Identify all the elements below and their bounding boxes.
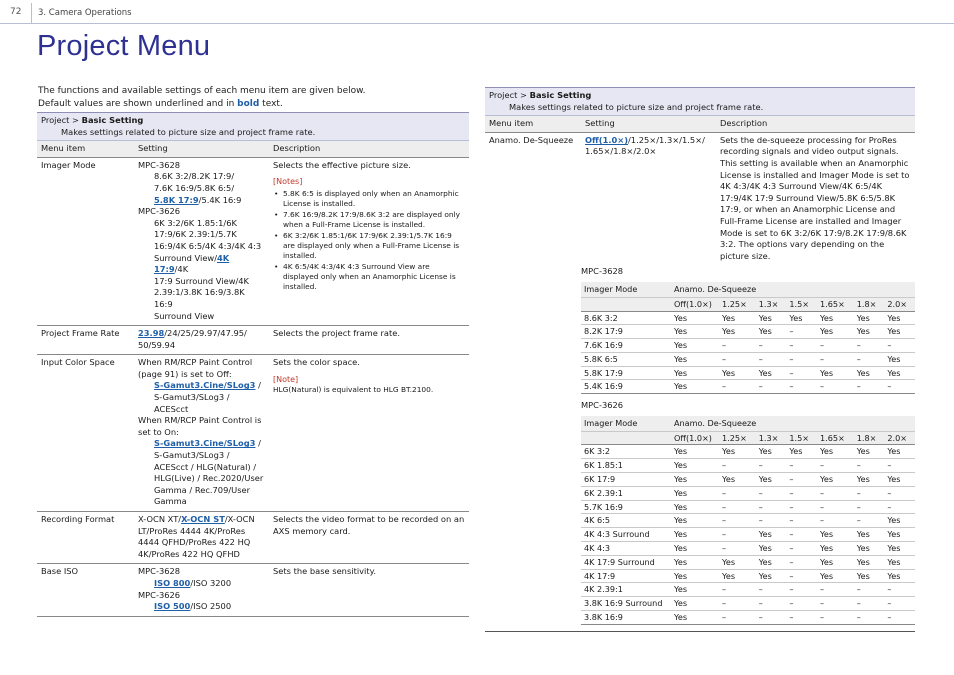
value-cell: Yes: [671, 500, 719, 514]
value-cell: Yes: [719, 445, 756, 459]
value-cell: –: [786, 542, 817, 556]
table-row: [581, 542, 915, 556]
notes-list: • 5.8K 6:5 is displayed only when an Anamorphic License is installed. • 7.6K 16:9/8.2K 17:9/8.6K 3:2 are displayed only when a Full-Frame License is installed. • 6K 3:2/6K 1.85:1/6K 17:9/6K 2.39:1/5.7K 16:9 are displayed only when a Full-Frame License is installed. • 4K 6:5/4K 4:3/4K 4:3 Surround View are displayed only when an Anamorphic License is installed.: [273, 189, 465, 292]
value-cell: Yes: [671, 311, 719, 325]
menu-path-bar: Project > Basic Setting Makes settings related to picture size and project frame rate.: [37, 113, 469, 141]
value-cell: –: [817, 486, 854, 500]
value-cell: Yes: [854, 445, 885, 459]
note-label: [Note]: [273, 374, 299, 384]
desqueeze-table-mpc3626: Imager Mode Anamo. De-Squeeze Off(1.0×) 1.25× 1.3× 1.5× 1.65× 1.8× 2.0× 6K 3:2 Yes Yes Yes Yes Yes Yes Yes 6K 1.85:1 Yes – – – – – – 6K 17:9 Yes Yes Yes – Yes Yes Yes 6K 2.39:1 Yes – – – – – – 5.7K 16:9 Yes – – – – – – 4K 6:5 Yes – – – – – Yes 4K 4:3 Surround Yes – Yes – Yes Yes Yes 4K 4:3 Yes – Yes – Yes Yes Yes 4K 17:9 Surround Yes Yes Yes – Yes Yes Yes 4K 17:9 Yes Yes Yes – Yes Yes Yes 4K 2.39:1 Yes – – – – – – 3.8K 16:9 Surround Yes – – – – – – 3.8K 16:9 Yes – – – – – –: [581, 416, 915, 625]
value-cell: Yes: [817, 311, 854, 325]
value-cell: –: [719, 500, 756, 514]
value-cell: Yes: [854, 542, 885, 556]
page-number: 72: [10, 7, 22, 17]
value-cell: Yes: [671, 611, 719, 625]
subtable-label-mpc3626: MPC-3626: [581, 400, 624, 411]
mode-cell: 3.8K 16:9: [581, 611, 671, 625]
table-row: [581, 583, 915, 597]
table-row: [581, 352, 915, 366]
mode-cell: 4K 6:5: [581, 514, 671, 528]
value-cell: –: [786, 611, 817, 625]
value-cell: Yes: [671, 528, 719, 542]
value-cell: –: [854, 352, 885, 366]
value-cell: Yes: [719, 555, 756, 569]
value-cell: –: [756, 514, 787, 528]
table-row: [581, 597, 915, 611]
value-cell: –: [786, 597, 817, 611]
table-row: [581, 380, 915, 394]
page-title: Project Menu: [37, 30, 211, 62]
mode-cell: 4K 4:3 Surround: [581, 528, 671, 542]
mode-cell: 4K 2.39:1: [581, 583, 671, 597]
value-cell: Yes: [719, 473, 756, 487]
value-cell: –: [786, 528, 817, 542]
mode-cell: 4K 4:3: [581, 542, 671, 556]
value-cell: Yes: [854, 555, 885, 569]
value-cell: Yes: [756, 445, 787, 459]
mode-cell: 4K 17:9: [581, 569, 671, 583]
value-cell: Yes: [671, 555, 719, 569]
value-cell: –: [817, 500, 854, 514]
table-row: [581, 500, 915, 514]
value-cell: Yes: [719, 325, 756, 339]
table-row: [581, 611, 915, 625]
mode-cell: 6K 3:2: [581, 445, 671, 459]
table-row: [581, 325, 915, 339]
value-cell: –: [756, 380, 787, 394]
value-cell: –: [786, 459, 817, 473]
mode-cell: 8.2K 17:9: [581, 325, 671, 339]
value-cell: Yes: [756, 542, 787, 556]
value-cell: Yes: [854, 473, 885, 487]
table-row: [581, 459, 915, 473]
value-cell: –: [817, 514, 854, 528]
value-cell: –: [786, 352, 817, 366]
value-cell: Yes: [884, 528, 915, 542]
value-cell: Yes: [817, 445, 854, 459]
value-cell: –: [854, 514, 885, 528]
value-cell: –: [756, 611, 787, 625]
value-cell: –: [756, 597, 787, 611]
subtable-label-mpc3628: MPC-3628: [581, 266, 624, 277]
value-cell: Yes: [884, 542, 915, 556]
mode-cell: 7.6K 16:9: [581, 339, 671, 353]
value-cell: Yes: [756, 528, 787, 542]
table-row: [581, 339, 915, 353]
table-row: [581, 366, 915, 380]
table-row: [581, 486, 915, 500]
table-row: [581, 514, 915, 528]
value-cell: –: [786, 380, 817, 394]
value-cell: Yes: [671, 380, 719, 394]
value-cell: Yes: [671, 473, 719, 487]
value-cell: –: [719, 486, 756, 500]
value-cell: –: [884, 597, 915, 611]
column-header-row: Menu item Setting Description: [485, 116, 915, 133]
value-cell: Yes: [817, 555, 854, 569]
value-cell: Yes: [756, 311, 787, 325]
value-cell: Yes: [756, 366, 787, 380]
value-cell: –: [854, 486, 885, 500]
value-cell: Yes: [756, 473, 787, 487]
value-cell: Yes: [671, 459, 719, 473]
value-cell: –: [756, 486, 787, 500]
value-cell: –: [817, 352, 854, 366]
value-cell: Yes: [884, 555, 915, 569]
value-cell: –: [756, 459, 787, 473]
value-cell: Yes: [671, 542, 719, 556]
value-cell: –: [854, 459, 885, 473]
value-cell: –: [786, 486, 817, 500]
value-cell: Yes: [719, 569, 756, 583]
mode-cell: 8.6K 3:2: [581, 311, 671, 325]
desqueeze-matrix-row: [485, 264, 915, 631]
value-cell: –: [884, 500, 915, 514]
table-row: [581, 528, 915, 542]
column-header-row: Menu item Setting Description: [37, 141, 469, 158]
table-row-color-space: Input Color Space When RM/RCP Paint Control (page 91) is set to Off: S-Gamut3.Cine/SLog3 / S-Gamut3/SLog3 / ACEScct When RM/RCP Paint Control is set to On: S-Gamut3.Cine/SLog3 / S-Gamut3/SLog3 / ACEScct / HLG(Natural) / HLG(Live) / Rec.2020/User Gamma / Rec.709/User Gamma Sets the color space. [Note] HLG(Natural) is equivalent to HLG BT.2100.: [37, 355, 469, 512]
value-cell: –: [719, 597, 756, 611]
value-cell: –: [786, 500, 817, 514]
value-cell: –: [719, 339, 756, 353]
table-row: [581, 569, 915, 583]
value-cell: Yes: [884, 352, 915, 366]
desqueeze-table-mpc3628: Imager Mode Anamo. De-Squeeze Off(1.0×) 1.25× 1.3× 1.5× 1.65× 1.8× 2.0× 8.6K 3:2 Yes Yes Yes Yes Yes Yes Yes 8.2K 17:9 Yes Yes Yes – Yes Yes Yes 7.6K 16:9 Yes – – – – – – 5.8K 6:5 Yes – – – – – Yes 5.8K 17:9 Yes Yes Yes – Yes Yes Yes 5.4K 16:9 Yes – – – – – –: [581, 282, 915, 394]
value-cell: –: [719, 459, 756, 473]
value-cell: –: [786, 569, 817, 583]
value-cell: Yes: [854, 325, 885, 339]
mode-cell: 6K 1.85:1: [581, 459, 671, 473]
value-cell: Yes: [817, 528, 854, 542]
value-cell: –: [786, 473, 817, 487]
value-cell: Yes: [817, 473, 854, 487]
value-cell: Yes: [719, 311, 756, 325]
value-cell: Yes: [671, 486, 719, 500]
value-cell: –: [756, 500, 787, 514]
page-header: [0, 0, 954, 24]
value-cell: –: [854, 380, 885, 394]
menu-path-bar: Project > Basic Setting Makes settings related to picture size and project frame rate.: [485, 88, 915, 116]
value-cell: –: [817, 597, 854, 611]
table-row: [581, 473, 915, 487]
settings-table-left: [37, 112, 469, 617]
table-row-anamo-desqueeze: Anamo. De-Squeeze Off(1.0×)/1.25×/1.3×/1.5×/ 1.65×/1.8×/2.0× Sets the de-squeeze processing for ProRes recording signals and video output signals. This setting is available when an Anamorphic License is installed and Imager Mode is set to 4K 4:3/4K 4:3 Surround View/4K 6:5/4K 17:9/4K 17:9 Surround View/5.8K 6:5/5.8K 17:9, or when an Anamorphic License and Full-Frame License are installed and Imager Mode is set to 6K 3:2/6K 17:9/8.2K 17:9/8.6K 3:2. The options vary depending on the picture size.: [489, 134, 910, 261]
value-cell: Yes: [671, 583, 719, 597]
value-cell: –: [884, 486, 915, 500]
value-cell: –: [817, 459, 854, 473]
mode-cell: 5.7K 16:9: [581, 500, 671, 514]
value-cell: Yes: [817, 366, 854, 380]
value-cell: Yes: [786, 311, 817, 325]
table-row-base-iso: Base ISO MPC-3628 ISO 800/ISO 3200 MPC-3626 ISO 500/ISO 2500 Sets the base sensitivity.: [37, 564, 469, 616]
value-cell: –: [756, 583, 787, 597]
value-cell: –: [719, 542, 756, 556]
value-cell: Yes: [719, 366, 756, 380]
table-row-recording-format: Recording Format X-OCN XT/X-OCN ST/X-OCN LT/ProRes 4444 4K/ProRes 4444 QFHD/ProRes 422 HQ 4K/ProRes 422 HQ QFHD Selects the video format to be recorded on an AXS memory card.: [37, 512, 469, 564]
value-cell: –: [854, 500, 885, 514]
value-cell: –: [884, 380, 915, 394]
value-cell: –: [884, 611, 915, 625]
value-cell: –: [884, 459, 915, 473]
value-cell: –: [817, 583, 854, 597]
value-cell: –: [854, 611, 885, 625]
value-cell: Yes: [817, 569, 854, 583]
value-cell: Yes: [671, 352, 719, 366]
value-cell: –: [854, 597, 885, 611]
mode-cell: 3.8K 16:9 Surround: [581, 597, 671, 611]
value-cell: Yes: [756, 569, 787, 583]
value-cell: Yes: [756, 555, 787, 569]
value-cell: Yes: [854, 569, 885, 583]
value-cell: –: [756, 339, 787, 353]
value-cell: –: [817, 611, 854, 625]
value-cell: Yes: [817, 325, 854, 339]
value-cell: –: [884, 583, 915, 597]
mode-cell: 6K 17:9: [581, 473, 671, 487]
value-cell: –: [786, 339, 817, 353]
value-cell: Yes: [884, 445, 915, 459]
value-cell: Yes: [817, 542, 854, 556]
value-cell: –: [756, 352, 787, 366]
header-divider: [31, 3, 32, 23]
value-cell: –: [786, 366, 817, 380]
value-cell: –: [719, 380, 756, 394]
value-cell: Yes: [671, 339, 719, 353]
value-cell: Yes: [671, 325, 719, 339]
value-cell: Yes: [884, 473, 915, 487]
value-cell: Yes: [884, 514, 915, 528]
settings-table-right: [485, 87, 915, 632]
value-cell: Yes: [671, 597, 719, 611]
value-cell: Yes: [786, 445, 817, 459]
value-cell: –: [817, 339, 854, 353]
mode-cell: 5.8K 6:5: [581, 352, 671, 366]
value-cell: Yes: [884, 311, 915, 325]
value-cell: Yes: [671, 569, 719, 583]
value-cell: –: [854, 583, 885, 597]
mode-cell: 5.8K 17:9: [581, 366, 671, 380]
value-cell: –: [786, 325, 817, 339]
mode-cell: 5.4K 16:9: [581, 380, 671, 394]
value-cell: –: [719, 352, 756, 366]
value-cell: Yes: [671, 514, 719, 528]
value-cell: Yes: [854, 528, 885, 542]
value-cell: Yes: [671, 366, 719, 380]
table-row: [581, 555, 915, 569]
value-cell: Yes: [854, 311, 885, 325]
notes-label: [Notes]: [273, 177, 303, 187]
value-cell: –: [884, 339, 915, 353]
table-row-frame-rate: Project Frame Rate 23.98/24/25/29.97/47.95/ 50/59.94 Selects the project frame rate.: [37, 326, 469, 355]
section-title: 3. Camera Operations: [38, 8, 132, 18]
value-cell: –: [786, 514, 817, 528]
value-cell: Yes: [756, 325, 787, 339]
value-cell: –: [719, 528, 756, 542]
value-cell: –: [786, 583, 817, 597]
value-cell: Yes: [884, 569, 915, 583]
value-cell: –: [719, 583, 756, 597]
mode-cell: 4K 17:9 Surround: [581, 555, 671, 569]
value-cell: –: [719, 514, 756, 528]
value-cell: –: [719, 611, 756, 625]
value-cell: –: [786, 555, 817, 569]
value-cell: Yes: [671, 445, 719, 459]
value-cell: Yes: [884, 325, 915, 339]
value-cell: Yes: [854, 366, 885, 380]
value-cell: Yes: [884, 366, 915, 380]
value-cell: –: [817, 380, 854, 394]
intro-text: The functions and available settings of each menu item are given below. Default values are shown underlined and in bold text.: [38, 86, 366, 109]
table-row: [581, 311, 915, 325]
mode-cell: 6K 2.39:1: [581, 486, 671, 500]
table-row-imager-mode: Imager Mode MPC-3628 8.6K 3:2/8.2K 17:9/ 7.6K 16:9/5.8K 6:5/ 5.8K 17:9/5.4K 16:9 MPC-3626 6K 3:2/6K 1.85:1/6K 17:9/6K 2.39:1/5.7K 16:9/4K 6:5/4K 4:3/4K 4:3 Surround View/4K 17:9/4K 17:9 Surround View/4K 2.39:1/3.8K 16:9/3.8K 16:9 Surround View Selects the effective picture size. [Notes] • 5.8K 6:5 is displayed only when an Anamorphic License is installed. • 7.6K 16:9/8.2K 17:9/8.6K 3:2 are displayed only when a Full-Frame License is installed. • 6K 3:2/6K 1.85:1/6K 17:9/6K 2.39:1/5.7K 16:9 are displayed only when a Full-Frame License is installed. • 4K 6:5/4K 4:3/4K 4:3 Surround View are displayed only when an Anamorphic License is installed.: [37, 157, 469, 325]
table-row: [581, 445, 915, 459]
value-cell: –: [854, 339, 885, 353]
